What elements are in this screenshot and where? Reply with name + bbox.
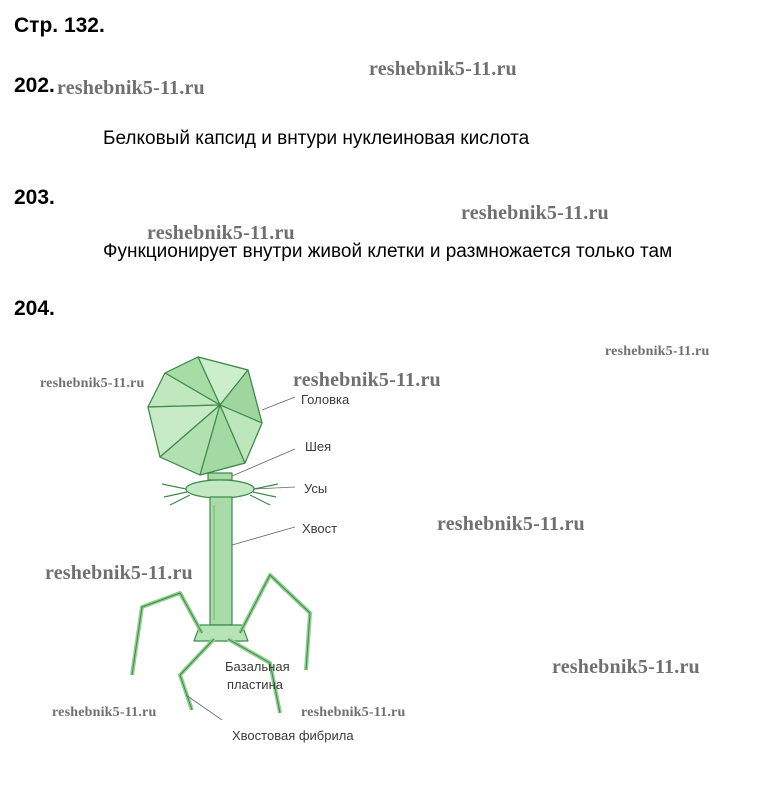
watermark: reshebnik5-11.ru <box>147 222 295 244</box>
watermark: reshebnik5-11.ru <box>552 656 700 678</box>
watermark: reshebnik5-11.ru <box>57 77 205 99</box>
label-base-plate-line2: пластина <box>227 677 283 692</box>
label-tail: Хвост <box>302 521 338 536</box>
question-number-202: 202. <box>14 74 55 97</box>
bacteriophage-illustration <box>120 345 320 720</box>
watermark: reshebnik5-11.ru <box>52 705 157 720</box>
watermark: reshebnik5-11.ru <box>605 344 710 359</box>
label-head: Головка <box>301 392 350 407</box>
question-number-204: 204. <box>14 297 55 320</box>
watermark: reshebnik5-11.ru <box>369 58 517 80</box>
label-base-plate-line1: Базальная <box>225 659 290 674</box>
answer-203: Функционирует внутри живой клетки и размножается только там <box>103 241 673 262</box>
label-neck: Шея <box>305 439 332 454</box>
watermark: reshebnik5-11.ru <box>437 513 585 535</box>
question-number-203: 203. <box>14 186 55 209</box>
label-whiskers: Усы <box>304 481 328 496</box>
answer-202: Белковый капсид и внтури нуклеиновая кислота <box>103 128 530 149</box>
watermark: reshebnik5-11.ru <box>40 376 145 391</box>
watermark: reshebnik5-11.ru <box>45 562 193 584</box>
label-tail-fibril: Хвостовая фибрила <box>232 728 354 743</box>
watermark: reshebnik5-11.ru <box>301 705 406 720</box>
watermark: reshebnik5-11.ru <box>293 369 441 391</box>
page-header: Стр. 132. <box>14 14 105 37</box>
watermark: reshebnik5-11.ru <box>461 202 609 224</box>
